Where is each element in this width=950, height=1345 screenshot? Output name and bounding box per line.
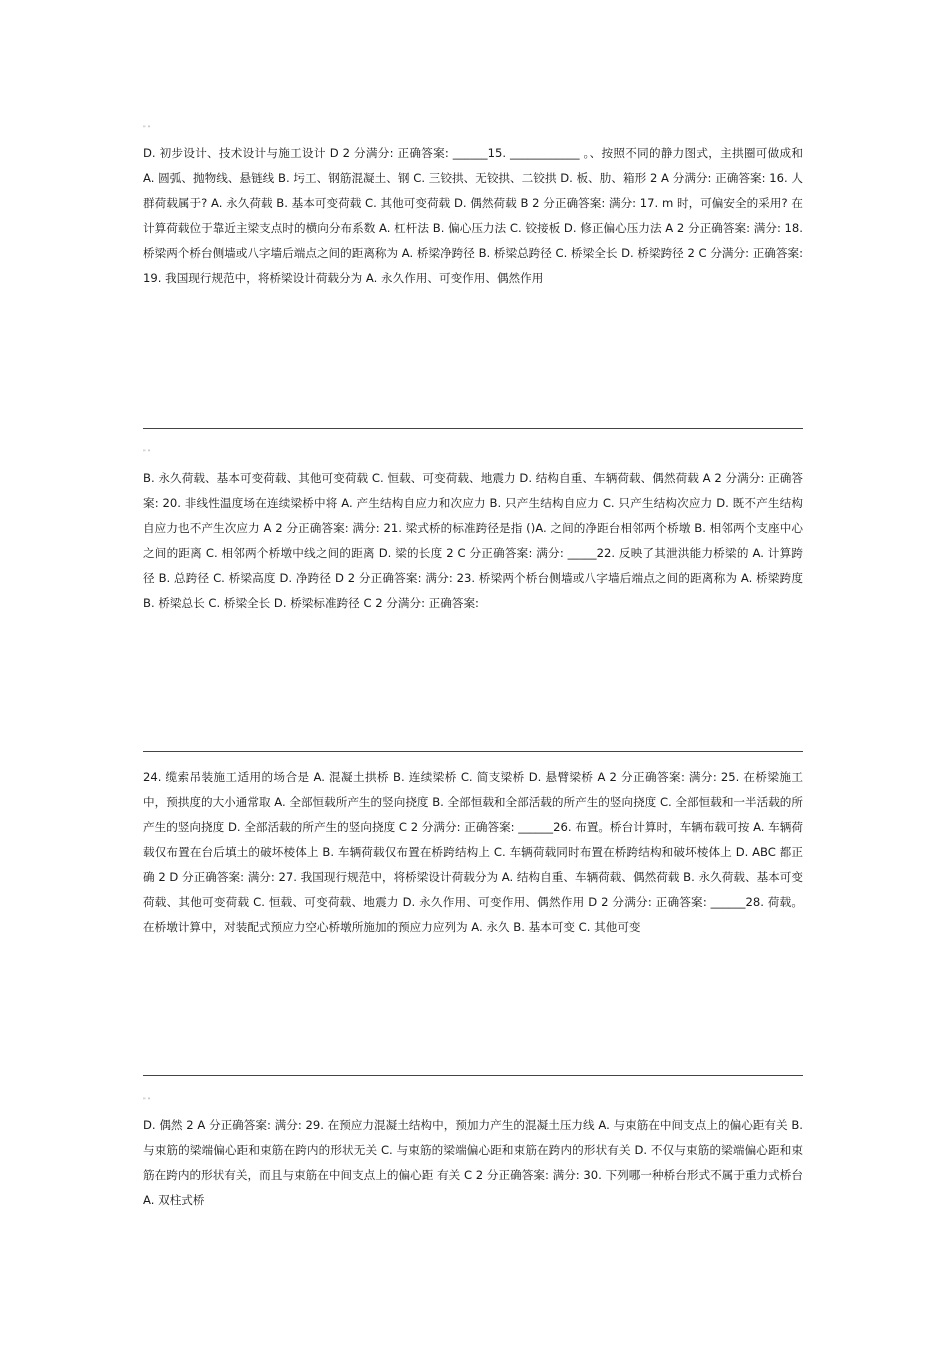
section-1-marker: " " — [143, 125, 151, 132]
section-3 — [143, 765, 803, 940]
section-1-text: D. 初步设计、技术设计与施工设计 D 2 分满分: 正确答案: ______15. ____________ 。、按照不同的静力图式，主拱圈可做成和 A. 圆弧、抛物线、悬链线 B. 圬工、钢筋混凝土、钢 C. 三铰拱、无铰拱、二铰拱 D. 板、肋、箱形 2 A 分满分: 正确答案: 16. 人群荷载属于? A. 永久荷载 B. 基本可变荷载 C. 其他可变荷载 D. 偶然荷载 B 2 分正确答案: 满分: 17. m 时，可偏安全的采用? 在计算荷载位于靠近主梁支点时的横向分布系数 A. 杠杆法 B. 偏心压力法 C. 铰接板 D. 修正偏心压力法 A 2 分正确答案: 满分: 18. 桥梁两个桥台侧墙或八字墙后端点之间的距离称为 A. 桥梁净跨径 B. 桥梁总跨径 C. 桥梁全长 D. 桥梁跨径 2 C 分满分: 正确答案: 19. 我国现行规范中，将桥梁设计荷载分为 A. 永久作用、可变作用、偶然作用 — [143, 146, 803, 285]
section-2-text: B. 永久荷载、基本可变荷载、其他可变荷载 C. 恒载、可变荷载、地震力 D. 结构自重、车辆荷载、偶然荷载 A 2 分满分: 正确答案: 20. 非线性温度场在连续梁桥中将 A. 产生结构自应力和次应力 B. 只产生结构自应力 C. 只产生结构次应力 D. 既不产生结构自应力也不产生次应力 A 2 分正确答案: 满分: 21. 梁式桥的标准跨径是指 ()A. 之间的净距台相邻两个桥墩 B. 相邻两个支座中心之间的距离 C. 相邻两个桥墩中线之间的距离 D. 梁的长度 2 C 分正确答案: 满分: _____22. 反映了其泄洪能力桥梁的 A. 计算跨径 B. 总跨径 C. 桥梁高度 D. 净跨径 D 2 分正确答案: 满分: 23. 桥梁两个桥台侧墙或八字墙后端点之间的距离称为 A. 桥梁跨度 B. 桥梁总长 C. 桥梁全长 D. 桥梁标准跨径 C 2 分满分: 正确答案: — [143, 471, 803, 610]
section-divider-1 — [143, 428, 803, 429]
section-1 — [143, 141, 803, 291]
section-divider-3 — [143, 1075, 803, 1076]
section-3-text: 24. 缆索吊装施工适用的场合是 A. 混凝土拱桥 B. 连续梁桥 C. 简支梁桥 D. 悬臂梁桥 A 2 分正确答案: 满分: 25. 在桥梁施工中，预拱度的大小通常取 A. 全部恒载所产生的竖向挠度 B. 全部恒载和全部活载的所产生的竖向挠度 C. 全部恒载和一半活载的所产生的竖向挠度 D. 全部活载的所产生的竖向挠度 C 2 分满分: 正确答案: ______26. 布置。桥台计算时，车辆布载可按 A. 车辆荷载仅布置在台后填土的破坏棱体上 B. 车辆荷载仅布置在桥跨结构上 C. 车辆荷载同时布置在桥跨结构和破坏棱体上 D. ABC 都正确 2 D 分正确答案: 满分: 27. 我国现行规范中，将桥梁设计荷载分为 A. 结构自重、车辆荷载、偶然荷载 B. 永久荷载、基本可变荷载、其他可变荷载 C. 恒载、可变荷载、地震力 D. 永久作用、可变作用、偶然作用 D 2 分满分: 正确答案: ______28. 荷载。在桥墩计算中，对装配式预应力空心桥墩所施加的预应力应列为 A. 永久 B. 基本可变 C. 其他可变 — [143, 770, 803, 934]
section-2-marker: " " — [143, 449, 151, 456]
section-2 — [143, 466, 803, 616]
section-4-marker: " " — [143, 1097, 151, 1104]
section-4 — [143, 1113, 803, 1213]
section-4-text: D. 偶然 2 A 分正确答案: 满分: 29. 在预应力混凝土结构中，预加力产生的混凝土压力线 A. 与束筋在中间支点上的偏心距有关 B. 与束筋的梁端偏心距和束筋在跨内的形状无关 C. 与束筋的梁端偏心距和束筋在跨内的形状有关 D. 不仅与束筋的梁端偏心距和束筋在跨内的形状有关，而且与束筋在中间支点上的偏心距 有关 C 2 分正确答案: 满分: 30. 下列哪一种桥台形式不属于重力式桥台 A. 双柱式桥 — [143, 1118, 803, 1207]
section-divider-2 — [143, 751, 803, 752]
